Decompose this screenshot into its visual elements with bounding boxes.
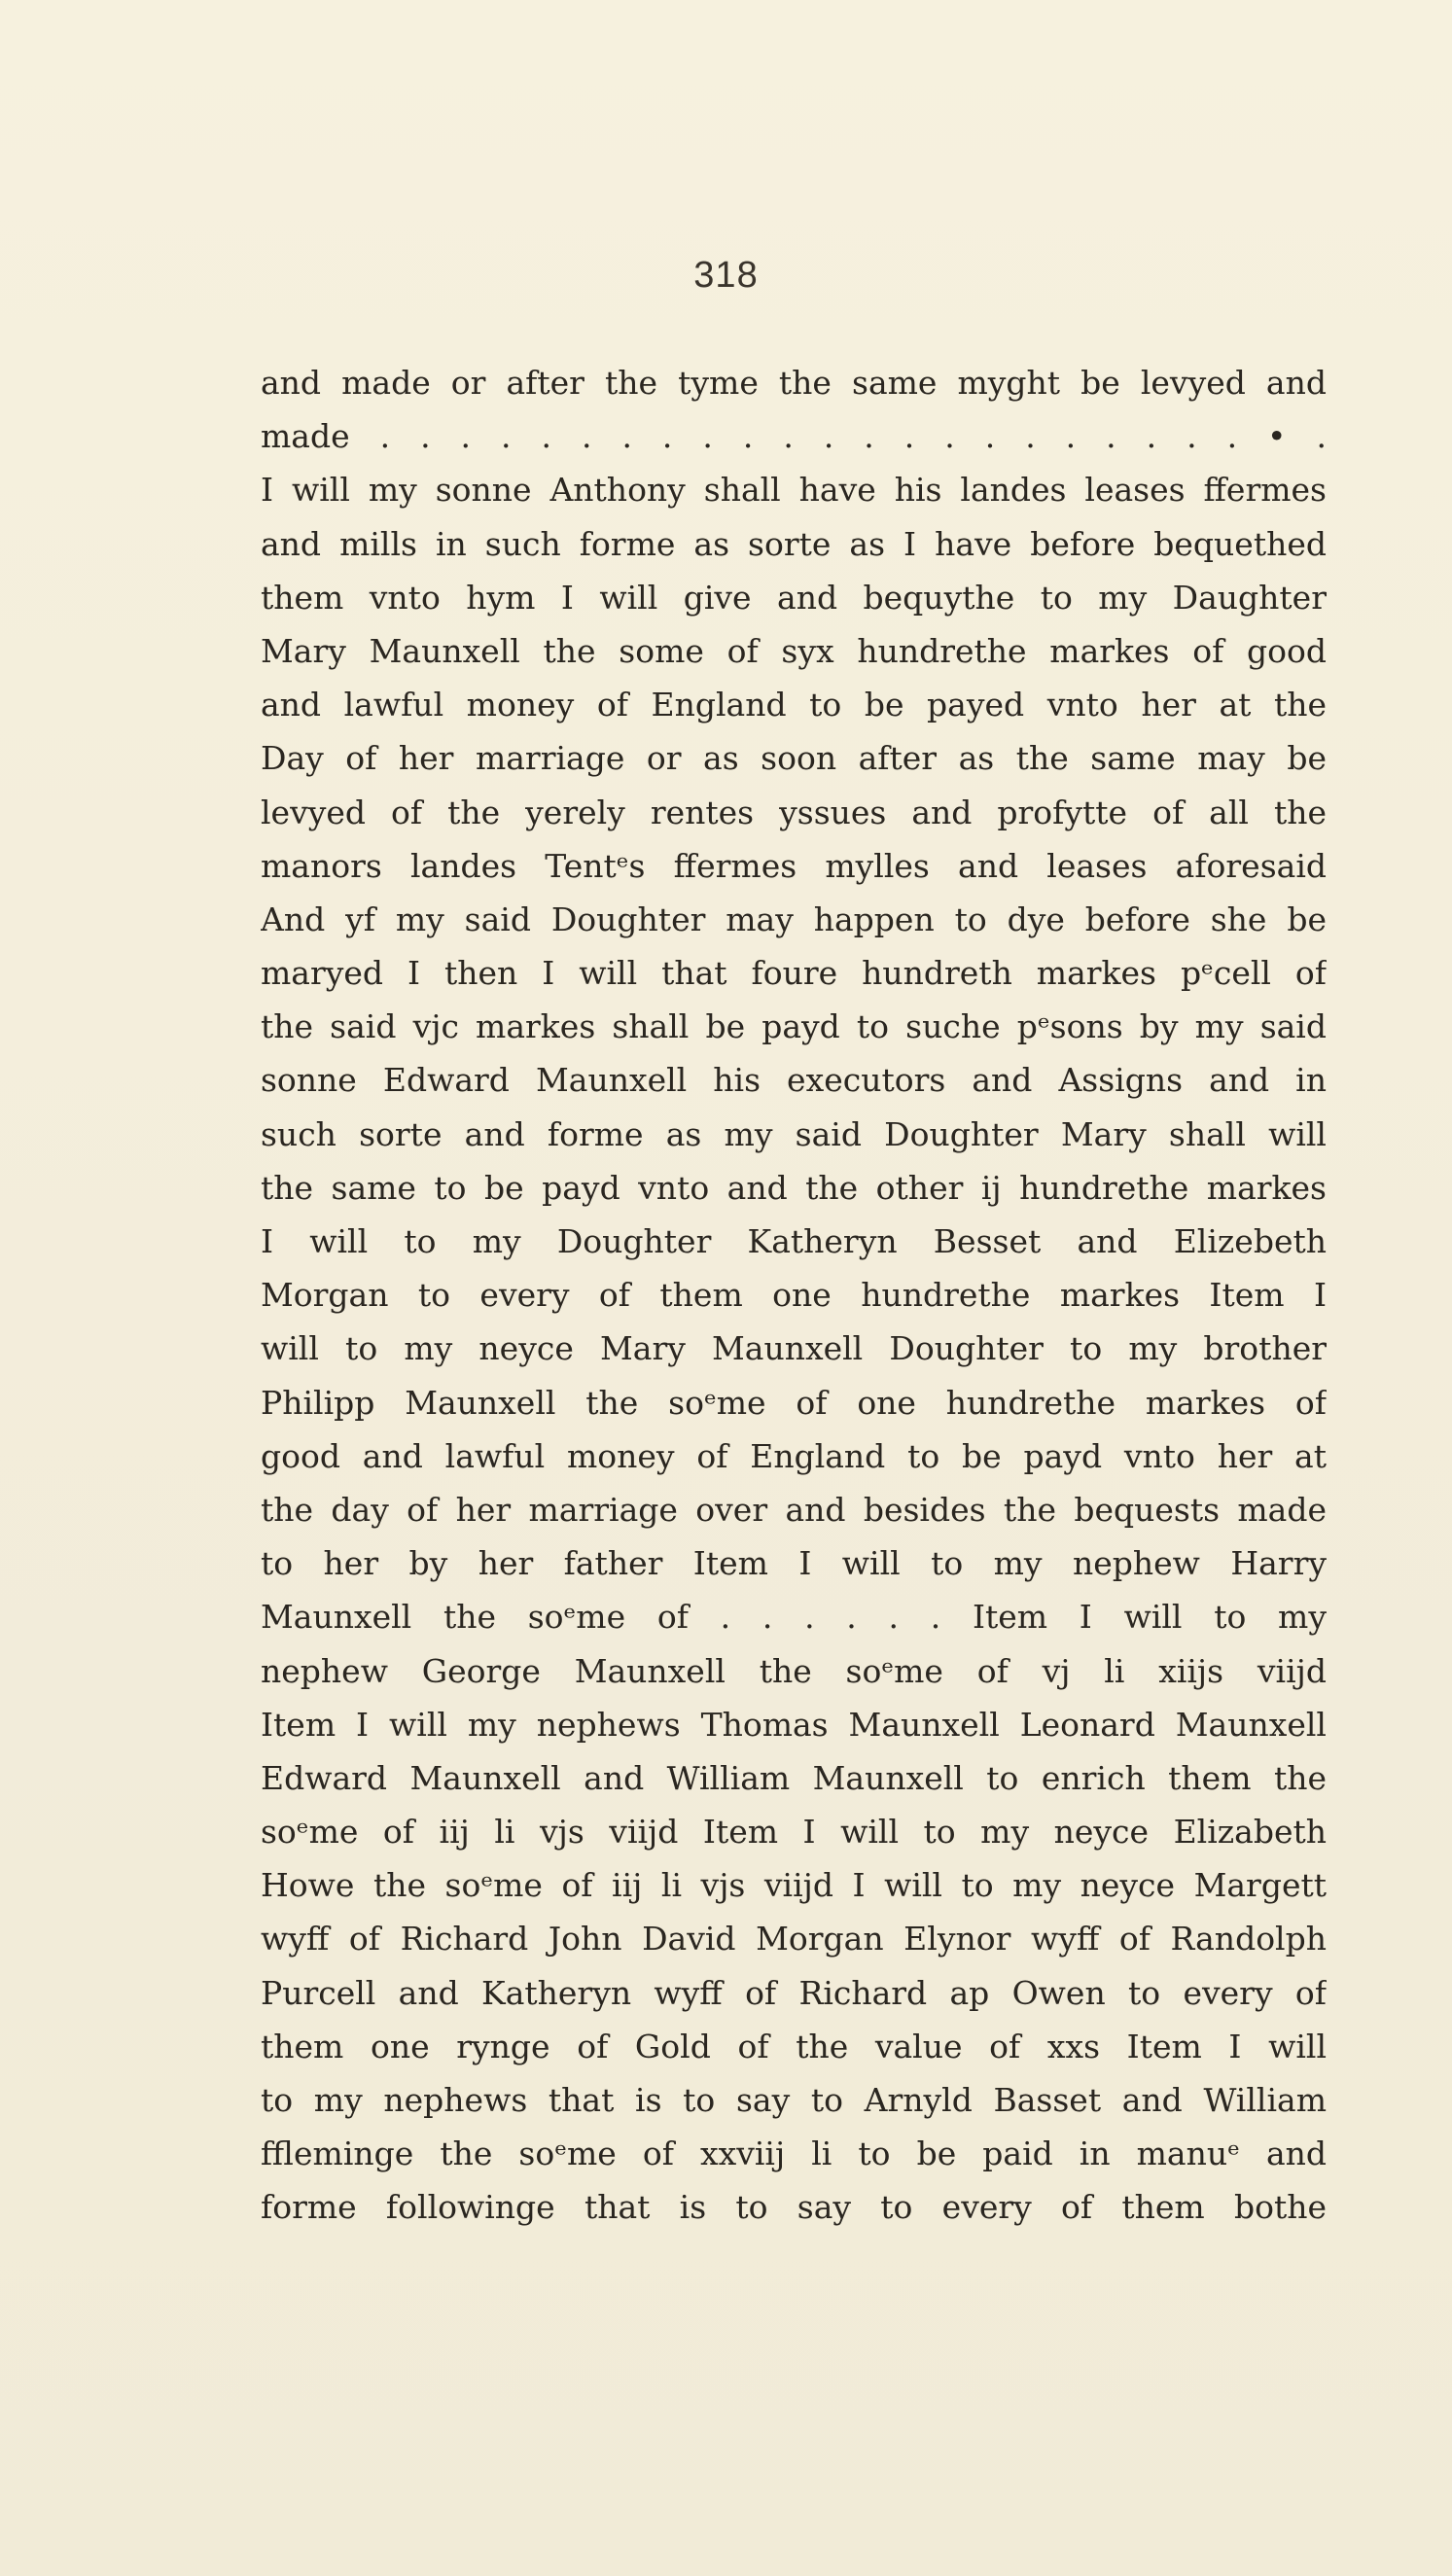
text-line: soᵉme of iij li vjs viijd Item I will to my neyce Elizabeth xyxy=(261,1813,1327,1852)
text-line: wyff of Richard John David Morgan Elynor wyff of Randolph xyxy=(261,1920,1327,1958)
text-line: Howe the soᵉme of iij li vjs viijd I will to my neyce Margett xyxy=(261,1866,1327,1905)
text-line: to her by her father Item I will to my nephew Harry xyxy=(261,1544,1327,1583)
text-line: made . . . . . . . . . . . . . . . . . . . . . . • . xyxy=(261,417,1327,456)
page-number: 318 xyxy=(693,255,759,296)
text-line: the same to be payd vnto and the other ij hundrethe markes xyxy=(261,1168,1327,1207)
text-line: forme followinge that is to say to every of them bothe xyxy=(261,2188,1327,2227)
text-line: nephew George Maunxell the soᵉme of vj li xiijs viijd xyxy=(261,1651,1327,1690)
text-line: the day of her marriage over and besides the bequests made xyxy=(261,1490,1327,1529)
text-line: Edward Maunxell and William Maunxell to enrich them the xyxy=(261,1758,1327,1797)
text-line: the said vjc markes shall be payd to suche pᵉsons by my said xyxy=(261,1007,1327,1046)
text-line: them one rynge of Gold of the value of xxs Item I will xyxy=(261,2027,1327,2065)
text-line: and lawful money of England to be payed vnto her at the xyxy=(261,686,1327,724)
text-line: I will to my Doughter Katheryn Besset and Elizebeth xyxy=(261,1222,1327,1260)
text-line: will to my neyce Mary Maunxell Doughter to my brother xyxy=(261,1329,1327,1368)
text-line: Item I will my nephews Thomas Maunxell Leonard Maunxell xyxy=(261,1705,1327,1744)
text-line: and made or after the tyme the same myght be levyed and xyxy=(261,364,1327,402)
text-line: I will my sonne Anthony shall have his landes leases ffermes xyxy=(261,471,1327,510)
text-line: levyed of the yerely rentes yssues and profytte of all the xyxy=(261,793,1327,831)
text-line: Purcell and Katheryn wyff of Richard ap Owen to every of xyxy=(261,1973,1327,2012)
text-line: such sorte and forme as my said Doughter Mary shall will xyxy=(261,1114,1327,1153)
text-line: to my nephews that is to say to Arnyld Basset and William xyxy=(261,2081,1327,2119)
text-line: Day of her marriage or as soon after as the same may be xyxy=(261,739,1327,778)
text-line: ffleminge the soᵉme of xxviij li to be paid in manuᵉ and xyxy=(261,2135,1327,2173)
text-line: Philipp Maunxell the soᵉme of one hundrethe markes of xyxy=(261,1383,1327,1422)
text-line: Mary Maunxell the some of syx hundrethe markes of good xyxy=(261,631,1327,670)
text-line: Maunxell the soᵉme of . . . . . . Item I will to my xyxy=(261,1598,1327,1637)
text-line: manors landes Tentᵉs ffermes mylles and leases aforesaid xyxy=(261,846,1327,885)
text-line: them vnto hym I will give and bequythe to my Daughter xyxy=(261,578,1327,617)
text-line: Morgan to every of them one hundrethe markes Item I xyxy=(261,1276,1327,1315)
text-line: And yf my said Doughter may happen to dye before she be xyxy=(261,900,1327,938)
text-line: maryed I then I will that foure hundreth markes pᵉcell of xyxy=(261,954,1327,993)
text-line: and mills in such forme as sorte as I have before bequethed xyxy=(261,524,1327,563)
text-line: good and lawful money of England to be payd vnto her at xyxy=(261,1436,1327,1475)
body-text xyxy=(261,356,1327,2235)
text-line: sonne Edward Maunxell his executors and Assigns and in xyxy=(261,1061,1327,1100)
